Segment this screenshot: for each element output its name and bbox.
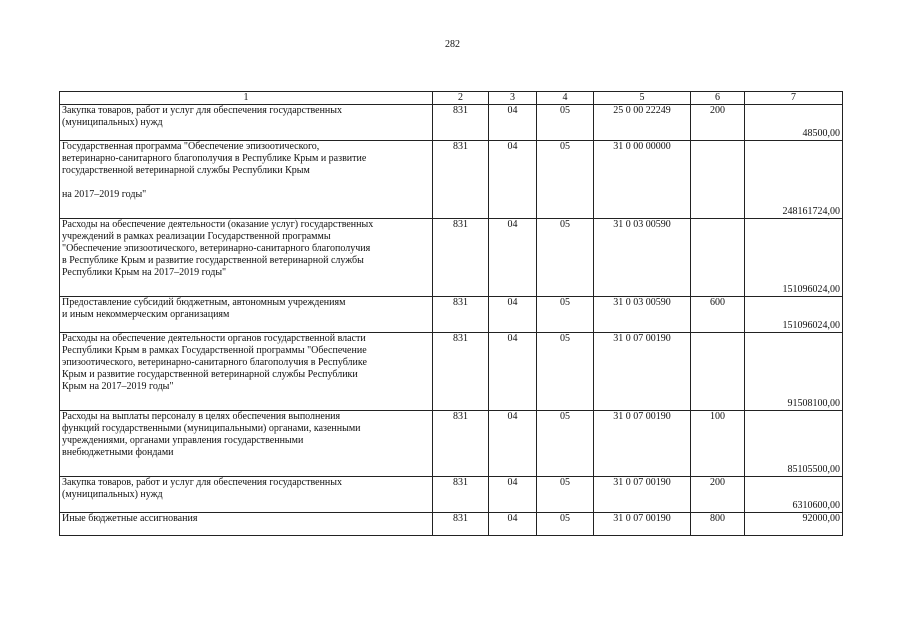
row-expense-type <box>691 333 745 411</box>
row-name-line: Расходы на выплаты персоналу в целях обеспечения выполнения <box>62 411 341 422</box>
row-code: 831 <box>433 333 489 411</box>
row-name <box>60 105 433 141</box>
row-name-line: (муниципальных) нужд <box>62 117 163 128</box>
row-name-line: и иным некоммерческим организациям <box>62 309 230 320</box>
row-subsection: 05 <box>537 141 594 219</box>
row-section: 04 <box>489 411 537 477</box>
row-article: 25 0 00 22249 <box>594 105 691 141</box>
column-header-2: 2 <box>433 92 489 105</box>
row-name-line: внебюджетными фондами <box>62 447 174 458</box>
row-amount: 85105500,00 <box>745 411 843 477</box>
row-code: 831 <box>433 105 489 141</box>
row-name-line: Расходы на обеспечение деятельности (оказание услуг) государственных <box>62 219 374 230</box>
row-name <box>60 219 433 297</box>
row-name-line: государственной ветеринарной службы Республики Крым <box>62 165 310 176</box>
row-expense-type: 200 <box>691 477 745 513</box>
row-article: 31 0 00 00000 <box>594 141 691 219</box>
row-name-line: Республики Крым в рамках Государственной программы "Обеспечение <box>62 345 367 356</box>
table-row <box>60 141 843 219</box>
row-name-line: Закупка товаров, работ и услуг для обеспечения государственных <box>62 477 343 488</box>
table-row <box>60 513 843 536</box>
row-name-line: Крым на 2017–2019 годы" <box>62 381 174 392</box>
row-code: 831 <box>433 411 489 477</box>
row-subsection: 05 <box>537 477 594 513</box>
column-header-1: 1 <box>60 92 433 105</box>
row-section: 04 <box>489 105 537 141</box>
column-header-6: 6 <box>691 92 745 105</box>
row-name <box>60 297 433 333</box>
column-header-5: 5 <box>594 92 691 105</box>
row-name <box>60 477 433 513</box>
row-section: 04 <box>489 477 537 513</box>
row-code: 831 <box>433 297 489 333</box>
table-row <box>60 333 843 411</box>
column-header-7: 7 <box>745 92 843 105</box>
row-section: 04 <box>489 141 537 219</box>
row-section: 04 <box>489 513 537 536</box>
table-row <box>60 105 843 141</box>
row-name <box>60 333 433 411</box>
row-name <box>60 411 433 477</box>
table-row <box>60 477 843 513</box>
row-subsection: 05 <box>537 297 594 333</box>
row-article: 31 0 07 00190 <box>594 411 691 477</box>
row-amount: 91508100,00 <box>745 333 843 411</box>
row-amount: 248161724,00 <box>745 141 843 219</box>
row-section: 04 <box>489 219 537 297</box>
table-header-row <box>60 92 843 105</box>
row-amount: 151096024,00 <box>745 297 843 333</box>
row-expense-type <box>691 219 745 297</box>
row-code: 831 <box>433 141 489 219</box>
row-expense-type <box>691 141 745 219</box>
row-name <box>60 513 433 536</box>
row-article: 31 0 03 00590 <box>594 297 691 333</box>
row-code: 831 <box>433 477 489 513</box>
row-name-line: "Обеспечение эпизоотического, ветеринарно-санитарного благополучия <box>62 243 371 254</box>
page-number: 282 <box>445 39 460 50</box>
row-subsection: 05 <box>537 411 594 477</box>
row-amount: 6310600,00 <box>745 477 843 513</box>
row-article: 31 0 07 00190 <box>594 477 691 513</box>
column-header-4: 4 <box>537 92 594 105</box>
row-expense-type: 800 <box>691 513 745 536</box>
row-subsection: 05 <box>537 105 594 141</box>
budget-table <box>59 91 843 536</box>
row-code: 831 <box>433 219 489 297</box>
row-expense-type: 200 <box>691 105 745 141</box>
table-row <box>60 219 843 297</box>
row-section: 04 <box>489 297 537 333</box>
row-expense-type: 600 <box>691 297 745 333</box>
row-article: 31 0 07 00190 <box>594 513 691 536</box>
row-subsection: 05 <box>537 219 594 297</box>
row-name <box>60 141 433 219</box>
row-name-line: Иные бюджетные ассигнования <box>62 513 198 524</box>
row-amount: 48500,00 <box>745 105 843 141</box>
row-article: 31 0 07 00190 <box>594 333 691 411</box>
row-name-line: функций государственными (муниципальными) органами, казенными <box>62 423 361 434</box>
row-name-line: Расходы на обеспечение деятельности органов государственной власти <box>62 333 366 344</box>
row-name-line: Закупка товаров, работ и услуг для обеспечения государственных <box>62 105 343 116</box>
row-amount: 92000,00 <box>745 513 843 536</box>
row-subsection: 05 <box>537 333 594 411</box>
row-name-line: в Республике Крым и развитие государственной ветеринарной службы <box>62 255 364 266</box>
table-row <box>60 411 843 477</box>
row-name-line: учреждений в рамках реализации Государственной программы <box>62 231 331 242</box>
row-subsection: 05 <box>537 513 594 536</box>
row-name-line: Республики Крым на 2017–2019 годы" <box>62 267 227 278</box>
row-name-line: Государственная программа "Обеспечение эпизоотического, <box>62 141 320 152</box>
row-section: 04 <box>489 333 537 411</box>
row-name-line: учреждениями, органами управления государственными <box>62 435 304 446</box>
row-article: 31 0 03 00590 <box>594 219 691 297</box>
column-header-3: 3 <box>489 92 537 105</box>
row-name-line: на 2017–2019 годы" <box>62 189 147 200</box>
row-code: 831 <box>433 513 489 536</box>
row-name-line: (муниципальных) нужд <box>62 489 163 500</box>
row-expense-type: 100 <box>691 411 745 477</box>
row-name-line <box>62 177 430 189</box>
row-name-line: Крым и развитие государственной ветеринарной службы Республики <box>62 369 358 380</box>
table-row <box>60 297 843 333</box>
row-name-line: ветеринарно-санитарного благополучия в Республике Крым и развитие <box>62 153 367 164</box>
row-amount: 151096024,00 <box>745 219 843 297</box>
row-name-line: Предоставление субсидий бюджетным, автономным учреждениям <box>62 297 346 308</box>
row-name-line: эпизоотического, ветеринарно-санитарного благополучия в Республике <box>62 357 367 368</box>
